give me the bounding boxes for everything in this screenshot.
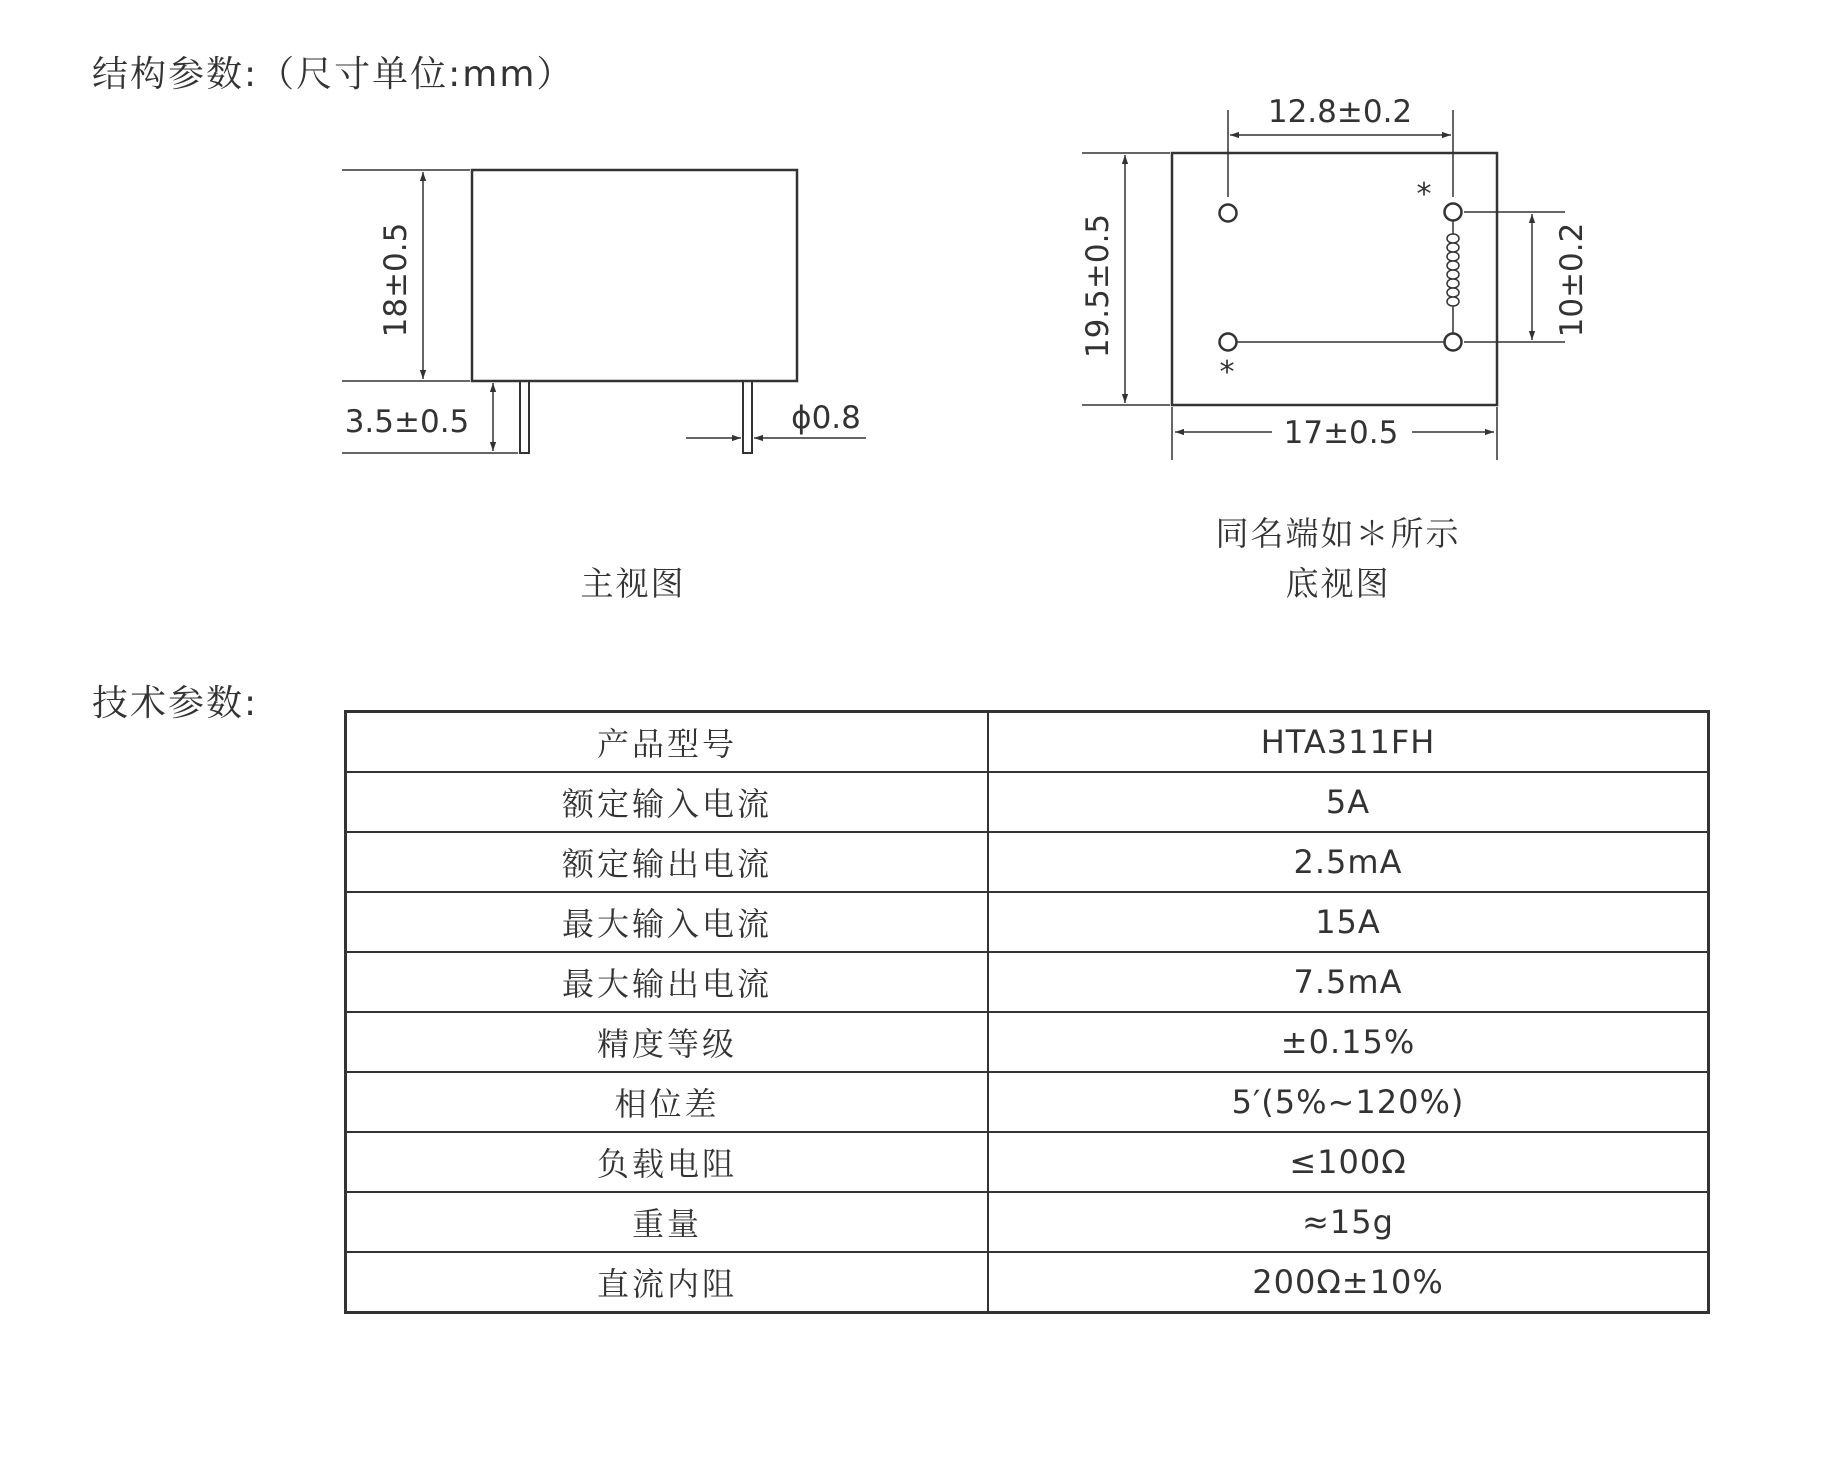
front-pin-left bbox=[520, 381, 529, 453]
dimension-drawings bbox=[0, 0, 1823, 640]
winding-coil-symbol bbox=[1447, 221, 1459, 333]
pin-bottom-left bbox=[1220, 334, 1237, 351]
pin-top-left bbox=[1220, 205, 1237, 222]
polarity-mark-bottom: * bbox=[1219, 355, 1235, 390]
row-label: 最大输入电流 bbox=[346, 892, 989, 952]
table-row bbox=[346, 712, 1709, 773]
row-label: 额定输出电流 bbox=[346, 832, 989, 892]
bottom-height-dim-label: 19.5±0.5 bbox=[1080, 213, 1116, 359]
row-value: ≈15g bbox=[988, 1192, 1709, 1252]
polarity-note: 同名端如＊所示 bbox=[1215, 514, 1461, 553]
row-value: 5A bbox=[988, 772, 1709, 832]
spec-table bbox=[344, 710, 1710, 1314]
row-label: 直流内阻 bbox=[346, 1252, 989, 1313]
front-pin-length-dim-label: 3.5±0.5 bbox=[344, 404, 470, 440]
table-row bbox=[346, 832, 1709, 892]
row-label: 产品型号 bbox=[346, 712, 989, 773]
table-row bbox=[346, 892, 1709, 952]
row-value: 15A bbox=[988, 892, 1709, 952]
row-label: 重量 bbox=[346, 1192, 989, 1252]
row-label: 负载电阻 bbox=[346, 1132, 989, 1192]
pin-top-right bbox=[1445, 204, 1462, 221]
row-label: 最大输出电流 bbox=[346, 952, 989, 1012]
bottom-view-caption: 底视图 bbox=[1285, 564, 1391, 603]
table-row bbox=[346, 1252, 1709, 1313]
table-row bbox=[346, 1192, 1709, 1252]
row-label: 精度等级 bbox=[346, 1012, 989, 1072]
structure-params-heading: 结构参数:（尺寸单位:mm） bbox=[92, 54, 575, 95]
technical-params-heading: 技术参数: bbox=[92, 683, 259, 724]
row-value: 7.5mA bbox=[988, 952, 1709, 1012]
table-row bbox=[346, 1072, 1709, 1132]
polarity-mark-top: * bbox=[1416, 177, 1432, 212]
row-value: 2.5mA bbox=[988, 832, 1709, 892]
bottom-pin-spacing-x-dim-label: 12.8±0.2 bbox=[1267, 94, 1413, 130]
bottom-view-drawing bbox=[1082, 110, 1565, 460]
row-label: 额定输入电流 bbox=[346, 772, 989, 832]
front-pin-right bbox=[743, 381, 752, 453]
table-row bbox=[346, 772, 1709, 832]
front-view-caption: 主视图 bbox=[580, 564, 686, 603]
row-value: ≤100Ω bbox=[988, 1132, 1709, 1192]
front-pin-diameter-dim-label: ϕ0.8 bbox=[791, 400, 861, 436]
table-row bbox=[346, 1012, 1709, 1072]
row-value: 5′(5%~120%) bbox=[988, 1072, 1709, 1132]
row-value: HTA311FH bbox=[988, 712, 1709, 773]
front-height-dim-label: 18±0.5 bbox=[378, 222, 414, 338]
row-value: ±0.15% bbox=[988, 1012, 1709, 1072]
bottom-pin-spacing-y-dim-label: 10±0.2 bbox=[1554, 222, 1590, 338]
row-value: 200Ω±10% bbox=[988, 1252, 1709, 1313]
table-row bbox=[346, 952, 1709, 1012]
front-body-outline bbox=[472, 170, 797, 381]
table-row bbox=[346, 1132, 1709, 1192]
row-label: 相位差 bbox=[346, 1072, 989, 1132]
bottom-width-dim-label: 17±0.5 bbox=[1283, 415, 1399, 451]
pin-bottom-right bbox=[1445, 334, 1462, 351]
